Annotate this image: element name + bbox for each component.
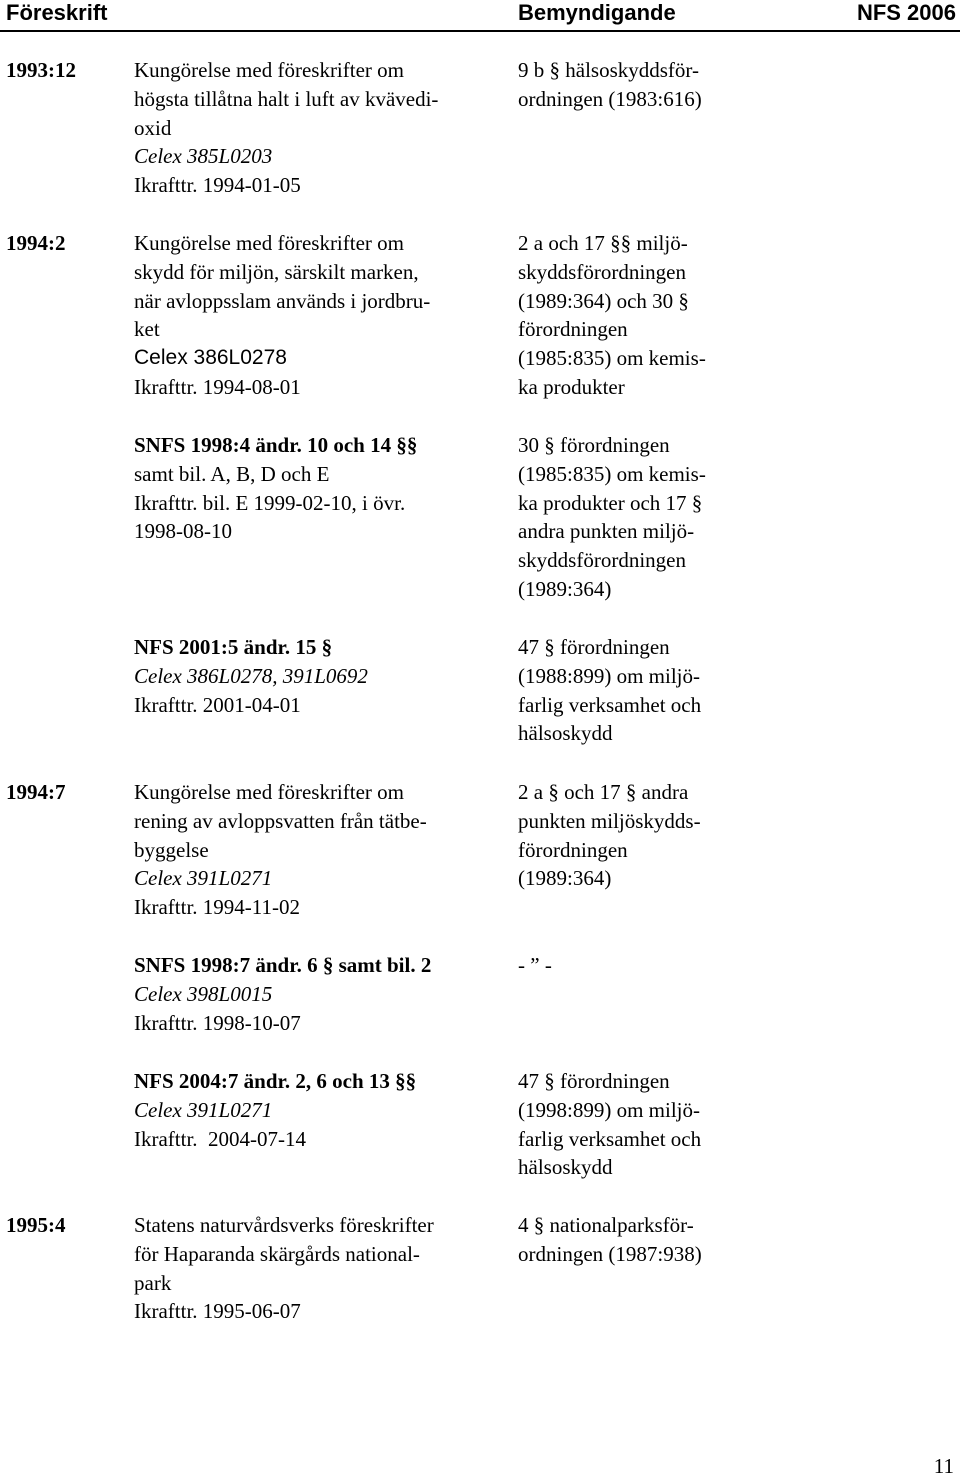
entry-line: Kungörelse med föreskrifter om (134, 58, 404, 82)
ditto-mark: - ” - (518, 953, 552, 977)
authority-line: 4 § nationalparksför- (518, 1213, 694, 1237)
authority-entry (518, 778, 701, 893)
entry-year: 1995:4 (6, 1213, 66, 1237)
authority-line: (1989:364) och 30 § (518, 288, 689, 313)
celex-line: Celex 385L0203 (134, 144, 273, 169)
celex-line: Celex 386L0278 (134, 346, 287, 370)
authority-entry (518, 56, 702, 114)
header-foreskrift: Föreskrift (6, 0, 108, 25)
header-rule (0, 30, 960, 32)
entry-line: byggelse (134, 837, 209, 862)
header-nfs: NFS 2006 (856, 0, 956, 25)
authority-line: (1989:364) (518, 866, 612, 891)
entry-line: oxid (134, 115, 172, 140)
entry-line: Kungörelse med föreskrifter om (134, 780, 404, 804)
authority-line: farlig verksamhet och (518, 692, 702, 717)
entry-line: högsta tillåtna halt i luft av kvävedi- (134, 86, 439, 111)
authority-line: punkten miljöskydds- (518, 808, 701, 833)
amendment-line: SNFS 1998:7 ändr. 6 § samt bil. 2 (134, 953, 432, 977)
entry-year: 1994:2 (6, 231, 66, 255)
header-bemyndigande: Bemyndigande (518, 0, 676, 25)
ikrafttr-line: Ikrafttr. 2004-07-14 (134, 1126, 307, 1151)
regulation-entry (134, 56, 438, 200)
authority-line: andra punkten miljö- (518, 519, 695, 544)
authority-line: hälsoskydd (518, 721, 613, 746)
amendment-entry (134, 951, 431, 1037)
entry-line: Kungörelse med föreskrifter om (134, 231, 404, 255)
authority-line: hälsoskydd (518, 1155, 613, 1180)
regulation-entry (134, 778, 427, 922)
authority-line: 30 § förordningen (518, 433, 670, 457)
authority-line: (1998:899) om miljö- (518, 1097, 700, 1122)
entry-line: samt bil. A, B, D och E (134, 461, 330, 486)
authority-line: skyddsförordningen (518, 548, 686, 573)
authority-line: (1985:835) om kemis- (518, 461, 706, 486)
authority-line: 47 § förordningen (518, 635, 670, 659)
authority-entry (518, 1067, 701, 1182)
authority-entry (518, 229, 706, 402)
authority-line: 47 § förordningen (518, 1069, 670, 1093)
authority-line: (1989:364) (518, 576, 612, 601)
entry-year: 1993:12 (6, 58, 76, 82)
ikrafttr-line: Ikrafttr. 1995-06-07 (134, 1299, 301, 1324)
ikrafttr-line: Ikrafttr. 1998-10-07 (134, 1010, 301, 1035)
amendment-entry (134, 431, 417, 546)
celex-line: Celex 391L0271 (134, 866, 273, 891)
entry-line: park (134, 1270, 172, 1295)
authority-line: (1985:835) om kemis- (518, 346, 706, 371)
authority-line: (1988:899) om miljö- (518, 663, 700, 688)
ikrafttr-line: Ikrafttr. 2001-04-01 (134, 692, 301, 717)
amendment-entry (134, 1067, 416, 1153)
authority-line: 9 b § hälsoskyddsför- (518, 58, 699, 82)
amendment-line: NFS 2001:5 ändr. 15 § (134, 635, 333, 659)
entry-line: skydd för miljön, särskilt marken, (134, 259, 419, 284)
ikrafttr-line: Ikrafttr. 1994-08-01 (134, 374, 301, 399)
authority-entry (518, 1211, 702, 1269)
amendment-entry (134, 633, 368, 719)
authority-line: 2 a § och 17 § andra (518, 780, 689, 804)
authority-line: förordningen (518, 317, 628, 342)
authority-line: ka produkter (518, 374, 625, 399)
page-header (0, 0, 960, 26)
entry-line: ket (134, 317, 160, 342)
entry-line: för Haparanda skärgårds national- (134, 1241, 420, 1266)
celex-line: Celex 398L0015 (134, 981, 273, 1006)
authority-entry (518, 951, 552, 980)
entry-line: Statens naturvårdsverks föreskrifter (134, 1213, 434, 1237)
ikrafttr-line: Ikrafttr. 1994-11-02 (134, 895, 301, 920)
authority-entry (518, 431, 706, 604)
page-number: 11 (933, 1454, 954, 1478)
amendment-line: NFS 2004:7 ändr. 2, 6 och 13 §§ (134, 1069, 417, 1093)
celex-line: Celex 386L0278, 391L0692 (134, 663, 368, 688)
entry-line: när avloppsslam används i jordbru- (134, 288, 431, 313)
authority-line: farlig verksamhet och (518, 1126, 702, 1151)
ikrafttr-line: Ikrafttr. bil. E 1999-02-10, i övr. (134, 490, 406, 515)
regulation-entry (134, 229, 430, 402)
authority-line: ordningen (1987:938) (518, 1241, 702, 1266)
authority-line: 2 a och 17 §§ miljö- (518, 231, 688, 255)
entry-year: 1994:7 (6, 780, 66, 804)
authority-line: ka produkter och 17 § (518, 490, 703, 515)
authority-entry (518, 633, 701, 748)
entry-line: 1998-08-10 (134, 519, 232, 544)
authority-line: förordningen (518, 837, 628, 862)
authority-line: ordningen (1983:616) (518, 86, 702, 111)
amendment-line: SNFS 1998:4 ändr. 10 och 14 §§ (134, 433, 418, 457)
celex-line: Celex 391L0271 (134, 1097, 273, 1122)
entry-line: rening av avloppsvatten från tätbe- (134, 808, 427, 833)
ikrafttr-line: Ikrafttr. 1994-01-05 (134, 173, 301, 198)
authority-line: skyddsförordningen (518, 259, 686, 284)
regulation-entry (134, 1211, 434, 1326)
